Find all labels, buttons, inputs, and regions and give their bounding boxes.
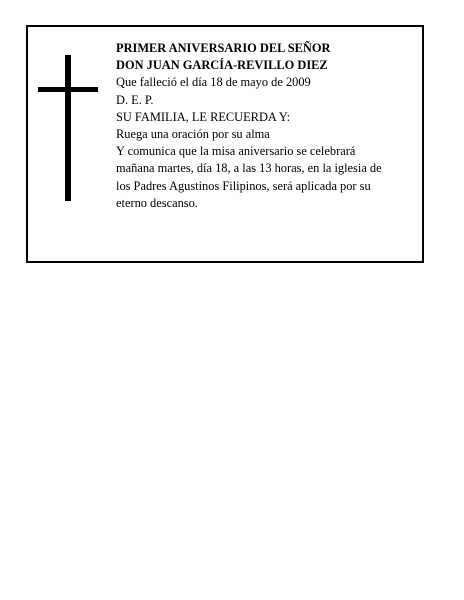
- notice-heading-line-2: DON JUAN GARCÍA-REVILLO DIEZ: [116, 58, 328, 73]
- cross-horizontal-bar: [38, 87, 98, 92]
- notice-heading-line-1: PRIMER ANIVERSARIO DEL SEÑOR: [116, 41, 331, 55]
- prayer-line: Ruega una oración por su alma: [116, 127, 270, 142]
- cross-icon: [38, 55, 98, 201]
- family-line: SU FAMILIA, LE RECUERDA Y:: [116, 109, 291, 124]
- dep-line: D. E. P.: [116, 92, 154, 107]
- notice-text: [116, 40, 416, 212]
- mass-line-4: eterno descanso.: [116, 195, 198, 210]
- mass-line-1: Y comunica que la misa aniversario se celebrará: [116, 144, 356, 159]
- death-date-line: Que falleció el día 18 de mayo de 2009: [116, 75, 311, 90]
- cross-vertical-bar: [65, 55, 71, 201]
- obituary-notice: [26, 25, 424, 263]
- mass-line-2: mañana martes, día 18, a las 13 horas, en la iglesia de: [116, 161, 382, 176]
- mass-line-3: los Padres Agustinos Filipinos, será aplicada por su: [116, 178, 371, 193]
